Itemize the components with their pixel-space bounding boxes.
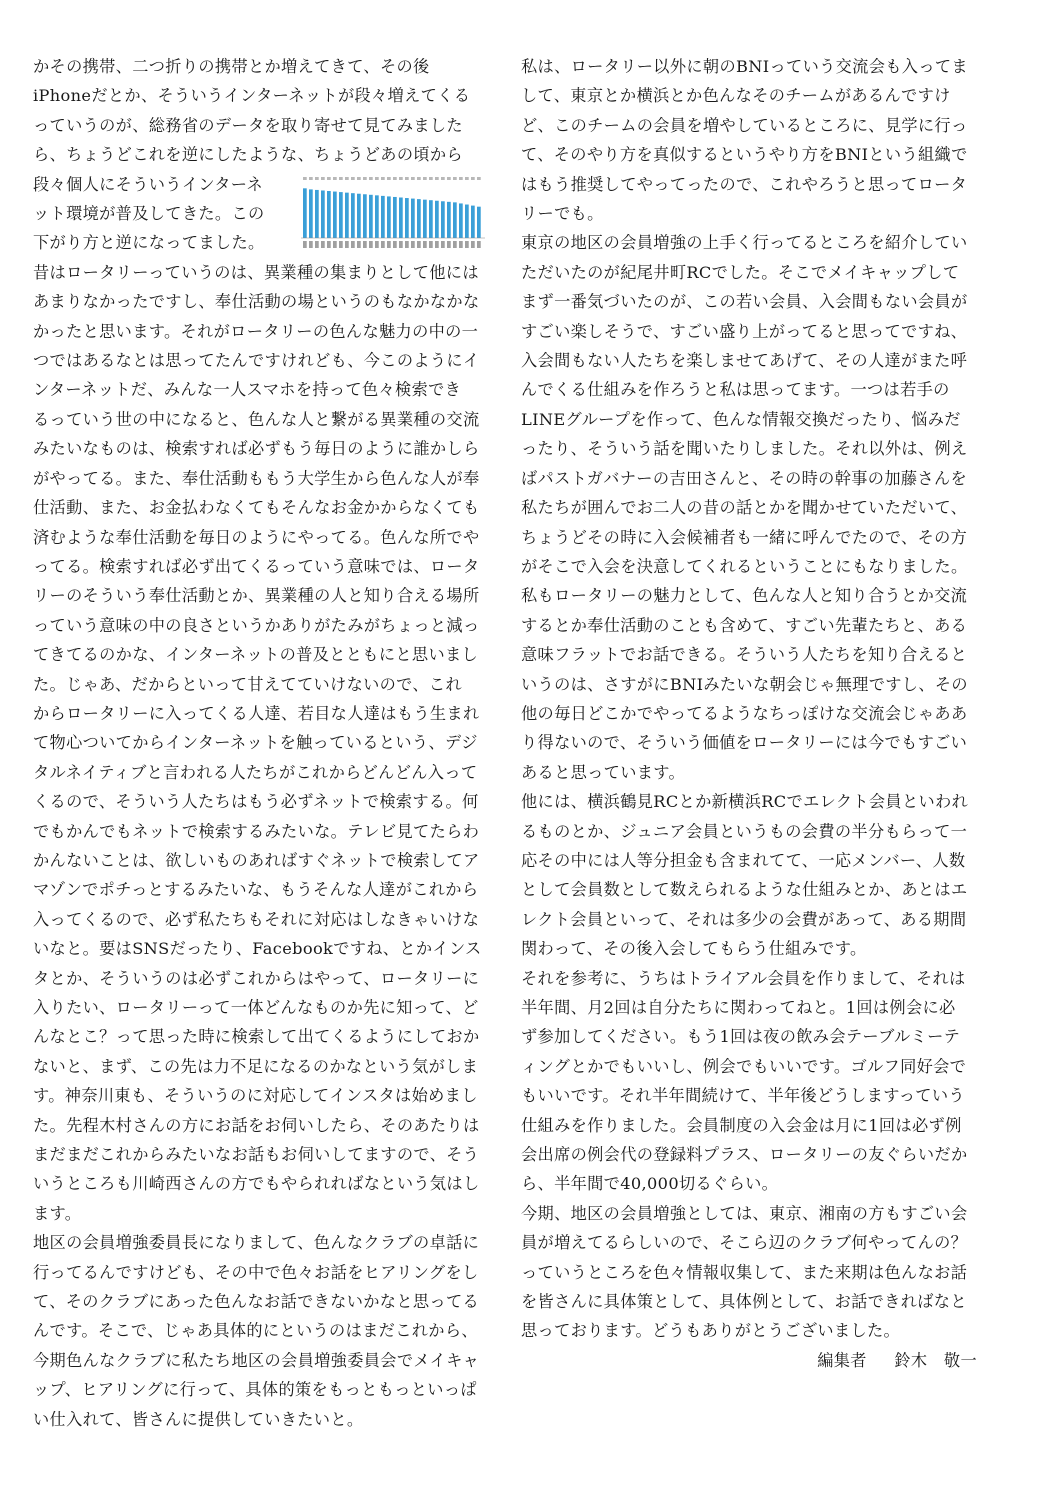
figure-bar: [417, 199, 421, 238]
figure-tick-label-mark: [477, 241, 481, 248]
figure-tick-label-mark: [435, 241, 439, 248]
figure-top-label-mark: [429, 177, 433, 180]
text-line: 下がり方と逆になってました。: [33, 233, 265, 253]
text-line: ップ、ヒアリングに行って、具体的策をもっともっといっぱ: [33, 1380, 477, 1400]
text-line: ず参加してください。もう1回は夜の飲み会テーブルミーテ: [521, 1027, 961, 1047]
figure-bar: [405, 198, 409, 238]
figure-bar: [381, 196, 385, 238]
figure-top-label-mark: [375, 177, 379, 180]
figure-top-label-mark: [453, 177, 457, 180]
editor-name: 鈴木 敬一: [894, 1350, 977, 1370]
right-paragraph-4: [521, 964, 981, 1199]
figure-top-label-mark: [417, 177, 421, 180]
editor-signature: [521, 1346, 981, 1375]
text-line: ちょうどその時に入会候補者も一緒に呼んでたので、その方: [521, 527, 968, 547]
text-line: いうのは、さすがにBNIみたいな朝会じゃ無理ですし、その: [521, 674, 968, 694]
text-line: iPhoneだとか、そういうインターネットが段々増えてくる: [33, 86, 471, 106]
text-line: て物心ついてからインターネットを触っているという、デジ: [33, 733, 478, 753]
text-line: リーのそういう奉仕活動とか、異業種の人と知り合える場所: [33, 586, 480, 606]
figure-tick-label-mark: [405, 241, 409, 248]
text-line: り得ないので、そういう価値をロータリーには今でもすごい: [521, 733, 968, 753]
text-line: ら、半年間で40,000切るぐらい。: [521, 1174, 779, 1194]
figure-bar: [393, 197, 397, 238]
text-line: んなとこ？って思った時に検索して出てくるようにしておか: [33, 1027, 480, 1047]
figure-top-label-mark: [327, 177, 331, 180]
figure-top-label-mark: [309, 177, 313, 180]
figure-top-label-mark: [345, 177, 349, 180]
figure-bar: [477, 207, 481, 238]
figure-top-label-mark: [381, 177, 385, 180]
figure-bar: [459, 203, 463, 238]
figure-bar: [339, 192, 343, 238]
text-line: 昔はロータリーっていうのは、異業種の集まりとして他には: [33, 262, 479, 282]
text-line: っていうのが、総務省のデータを取り寄せて見てみました: [33, 115, 463, 135]
figure-tick-label-mark: [393, 241, 397, 248]
figure-bar: [375, 195, 379, 238]
figure-tick-label-mark: [369, 241, 373, 248]
figure-tick-label-mark: [387, 241, 391, 248]
figure-tick-label-mark: [417, 241, 421, 248]
figure-bar: [309, 189, 313, 238]
text-line: からロータリーに入ってくる人達、若目な人達はもう生まれ: [33, 703, 480, 723]
figure-bar: [357, 194, 361, 238]
text-line: みたいなものは、検索すれば必ずもう毎日のように誰かしら: [33, 439, 480, 459]
text-line: 員が増えてるらしいので、そこら辺のクラブ何やってんの？: [521, 1233, 968, 1253]
figure-tick-label-mark: [309, 241, 313, 248]
text-line: んです。そこで、じゃあ具体的にというのはまだこれから、: [33, 1321, 478, 1341]
figure-bar: [429, 200, 433, 238]
figure-top-label-mark: [315, 177, 319, 180]
figure-bar: [423, 200, 427, 238]
text-line: タとか、そういうのは必ずこれからはやって、ロータリーに: [33, 968, 480, 988]
text-line: て、そのクラブにあった色んなお話できないかなと思ってる: [33, 1292, 480, 1312]
text-line: として会員数として数えられるような仕組みとか、あとはエ: [521, 880, 968, 900]
text-line: っていう意味の中の良さというかありがたみがちょっと減っ: [33, 615, 480, 635]
text-line: それを参考に、うちはトライアル会員を作りまして、それは: [521, 968, 966, 988]
text-line: を皆さんに具体策として、具体例として、お話できればなと: [521, 1292, 967, 1312]
text-line: るものとか、ジュニア会員というもの会費の半分もらって一: [521, 821, 968, 841]
figure-tick-label-mark: [423, 241, 427, 248]
figure-bar: [399, 198, 403, 239]
figure-top-label-mark: [411, 177, 415, 180]
figure-tick-label-mark: [447, 241, 451, 248]
text-line: 地区の会員増強委員長になりまして、色んなクラブの卓話に: [33, 1233, 480, 1253]
figure-top-label-mark: [303, 177, 307, 180]
text-line: LINEグループを作って、色んな情報交換だったり、悩みだ: [521, 409, 961, 429]
text-line: 他には、横浜鶴見RCとか新横浜RCでエレクト会員といわれ: [521, 792, 969, 812]
figure-top-label-mark: [465, 177, 469, 180]
text-line: 仕活動、また、お金払わなくてもそんなお金かからなくても: [33, 498, 480, 518]
text-line: ってる。検索すれば必ず出てくるっていう意味では、ロータ: [33, 556, 480, 576]
text-line: 済むような奉仕活動を毎日のようにやってる。色んな所でや: [33, 527, 480, 547]
text-line: す。神奈川東も、そういうのに対応してインスタは始めまし: [33, 1086, 478, 1106]
text-line: かその携帯、二つ折りの携帯とか増えてきて、その後: [33, 57, 430, 76]
text-line: すごい楽しそうで、すごい盛り上がってると思ってですね、: [521, 321, 968, 341]
text-line: 応その中には人等分担金も含まれてて、一応メンバー、人数: [521, 850, 966, 870]
figure-tick-label-mark: [459, 241, 463, 248]
figure-bar: [447, 202, 451, 238]
right-paragraph-2: [521, 228, 981, 787]
figure-tick-label-mark: [381, 241, 385, 248]
text-line: い仕入れて、皆さんに提供していきたいと。: [33, 1409, 364, 1429]
figure-tick-label-mark: [333, 241, 337, 248]
text-line: ないと、まず、この先は力不足になるのかなという気がしま: [33, 1056, 479, 1076]
text-line: がそこで入会を決意してくれるということにもなりました。: [521, 556, 968, 576]
text-line: 入ってくるので、必ず私たちもそれに対応はしなきゃいけな: [33, 909, 480, 929]
figure-top-label-mark: [477, 177, 481, 180]
text-line: するとか奉仕活動のことも含めて、すごい先輩たちと、ある: [521, 615, 968, 635]
right-column: [521, 52, 981, 1375]
text-line: 思っております。どうもありがとうございました。: [521, 1321, 901, 1341]
text-line: いなと。要はSNSだったり、Facebookですね、とかインス: [33, 939, 482, 959]
figure-bar: [327, 191, 331, 238]
text-line: がやってる。また、奉仕活動ももう大学生から色んな人が奉: [33, 468, 480, 488]
text-line: 会出席の例会代の登録料プラス、ロータリーの友ぐらいだか: [521, 1145, 968, 1165]
text-line: して、東京とか横浜とか色んなそのチームがあるんですけ: [521, 86, 951, 106]
text-line: 今期色んなクラブに私たち地区の会員増強委員会でメイキャ: [33, 1350, 480, 1370]
text-line: てきてるのかな、インターネットの普及とともにと思いまし: [33, 645, 479, 665]
figure-top-label-mark: [459, 177, 463, 180]
figure-top-label-mark: [321, 177, 325, 180]
text-line: あまりなかったですし、奉仕活動の場というのもなかなかな: [33, 292, 480, 312]
text-line: 私もロータリーの魅力として、色んな人と知り合うとか交流: [521, 586, 968, 606]
text-line: 他の毎日どこかでやってるようなちっぽけな交流会じゃああ: [521, 703, 968, 723]
figure-tick-label-mark: [363, 241, 367, 248]
figure-bar: [315, 190, 319, 238]
text-line: かったと思います。それがロータリーの色んな魅力の中の一: [33, 321, 479, 341]
text-line: っていうところを色々情報収集して、また来期は色んなお話: [521, 1262, 968, 1282]
figure-top-label-mark: [357, 177, 361, 180]
left-column: [33, 52, 496, 1434]
left-paragraph-1: [33, 258, 496, 1228]
figure-tick-label-mark: [303, 241, 307, 248]
figure-bar: [333, 192, 337, 238]
text-line: 入りたい、ロータリーって一体どんなものか先に知って、ど: [33, 998, 479, 1017]
text-line: ど、このチームの会員を増やしているところに、見学に行っ: [521, 115, 968, 135]
figure-top-label-mark: [447, 177, 451, 180]
intro-block: [33, 52, 496, 258]
figure-top-label-mark: [369, 177, 373, 180]
figure-bar: [435, 201, 439, 238]
text-line: レクト会員といって、それは多少の会費があって、ある期間: [521, 909, 967, 929]
figure-bar: [303, 188, 307, 238]
figure-tick-label-mark: [339, 241, 343, 248]
figure-top-label-mark: [441, 177, 445, 180]
figure-tick-label-mark: [375, 241, 379, 248]
text-line: まだまだこれからみたいなお話もお伺いしてますので、そう: [33, 1145, 480, 1165]
text-line: まず一番気づいたのが、この若い会員、入会間もない会員が: [521, 292, 968, 312]
text-line: た。じゃあ、だからといって甘えてていけないので、これ: [33, 674, 463, 694]
figure-top-label-mark: [471, 177, 475, 180]
figure-tick-label-mark: [441, 241, 445, 248]
figure-top-label-mark: [363, 177, 367, 180]
figure-top-label-mark: [351, 177, 355, 180]
figure-bar: [453, 202, 457, 238]
text-line: んでくる仕組みを作ろうと私は思ってます。一つは若手の: [521, 380, 950, 400]
text-line: でもかんでもネットで検索するみたいな。テレビ見てたらわ: [33, 821, 480, 841]
figure-tick-label-mark: [411, 241, 415, 248]
text-line: 意味フラットでお話できる。そういう人たちを知り合えると: [521, 645, 968, 665]
text-line: あると思っています。: [521, 762, 686, 782]
figure-top-label-mark: [435, 177, 439, 180]
figure-tick-label-mark: [399, 241, 403, 248]
text-line: くるので、そういう人たちはもう必ずネットで検索する。何: [33, 792, 479, 812]
text-line: いうところも川崎西さんの方でもやられればなという気はし: [33, 1174, 480, 1194]
figure-bar: [411, 199, 415, 238]
declining-bar-chart-figure: [298, 176, 488, 251]
text-line: 今期、地区の会員増強としては、東京、湘南の方もすごい会: [521, 1203, 968, 1223]
figure-tick-label-mark: [357, 241, 361, 248]
figure-top-label-mark: [423, 177, 427, 180]
right-paragraph-5: [521, 1199, 981, 1346]
figure-tick-label-mark: [321, 241, 325, 248]
text-line: るっていう世の中になると、色んな人と繋がる異業種の交流: [33, 409, 480, 429]
text-line: ら、ちょうどこれを逆にしたような、ちょうどあの頃から: [33, 145, 463, 165]
text-line: ただいたのが紀尾井町RCでした。そこでメイキャップして: [521, 262, 960, 282]
figure-top-label-mark: [333, 177, 337, 180]
text-line: つではあるなとは思ってたんですけれども、今このようにイ: [33, 351, 480, 371]
text-line: た。先程木村さんの方にお話をお伺いしたら、そのあたりは: [33, 1115, 480, 1135]
text-line: タルネイティブと言われる人たちがこれからどんどん入って: [33, 762, 478, 782]
editor-role: 編集者: [817, 1350, 867, 1370]
text-line: 半年間、月2回は自分たちに関わってねと。1回は例会に必: [521, 998, 956, 1017]
text-line: ます。: [33, 1203, 82, 1223]
text-line: 私は、ロータリー以外に朝のBNIっていう交流会も入ってま: [521, 57, 968, 76]
text-line: 入会間もない人たちを楽しませてあげて、その人達がまた呼: [521, 351, 968, 371]
figure-top-label-mark: [339, 177, 343, 180]
left-paragraph-2: [33, 1228, 496, 1434]
figure-bar: [345, 193, 349, 238]
figure-tick-label-mark: [429, 241, 433, 248]
text-line: リーでも。: [521, 204, 604, 224]
text-line: ット環境が普及してきた。この: [33, 204, 265, 224]
text-line: 関わって、その後入会してもらう仕組みです。: [521, 939, 867, 959]
figure-top-label-mark: [393, 177, 397, 180]
figure-tick-label-mark: [327, 241, 331, 248]
text-line: ンターネットだ、みんな一人スマホを持って色々検索でき: [33, 380, 462, 400]
figure-top-label-mark: [399, 177, 403, 180]
text-line: 東京の地区の会員増強の上手く行ってるところを紹介してい: [521, 233, 968, 253]
text-line: 私たちが囲んでお二人の昔の話とかを聞かせていただいて、: [521, 498, 968, 518]
text-line: 行ってるんですけども、その中で色々お話をヒアリングをし: [33, 1262, 479, 1282]
figure-bar: [321, 190, 325, 238]
figure-bar: [471, 206, 475, 238]
figure-bar: [369, 195, 373, 238]
figure-tick-label-mark: [465, 241, 469, 248]
text-line: はもう推奨してやってったので、これやろうと思ってロータ: [521, 174, 968, 194]
figure-bar: [465, 205, 469, 238]
figure-bar: [387, 196, 391, 238]
right-paragraph-1: [521, 52, 981, 228]
figure-tick-label-mark: [453, 241, 457, 248]
text-line: かんないことは、欲しいものあればすぐネットで検索してア: [33, 850, 480, 870]
figure-bar: [363, 194, 367, 238]
right-paragraph-3: [521, 787, 981, 963]
text-line: ィングとかでもいいし、例会でもいいです。ゴルフ同好会で: [521, 1056, 967, 1076]
figure-top-label-mark: [387, 177, 391, 180]
figure-tick-label-mark: [315, 241, 319, 248]
figure-top-label-mark: [405, 177, 409, 180]
text-line: ばパストガバナーの吉田さんと、その時の幹事の加藤さんを: [521, 468, 968, 488]
figure-tick-label-mark: [345, 241, 349, 248]
text-line: もいいです。それ半年間続けて、半年後どうしますっていう: [521, 1086, 965, 1106]
text-line: 仕組みを作りました。会員制度の入会金は月に1回は必ず例: [521, 1115, 962, 1135]
text-line: 段々個人にそういうインターネ: [33, 174, 264, 194]
figure-bar: [351, 193, 355, 238]
figure-tick-label-mark: [351, 241, 355, 248]
figure-bar: [441, 201, 445, 238]
text-line: て、そのやり方を真似するというやり方をBNIという組織で: [521, 145, 968, 165]
text-line: ったり、そういう話を聞いたりしました。それ以外は、例え: [521, 439, 968, 459]
figure-tick-label-mark: [471, 241, 475, 248]
text-line: マゾンでポチっとするみたいな、もうそんな人達がこれから: [33, 880, 479, 900]
